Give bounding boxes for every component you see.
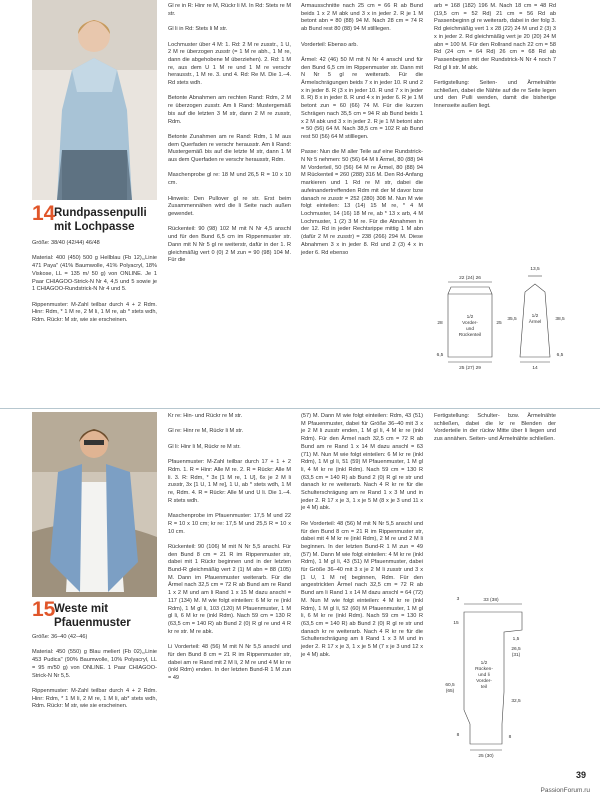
dim-label: 22 (24) 26: [459, 276, 481, 281]
dim-label: 60,5: [445, 683, 455, 688]
dim-label: 32,5: [511, 699, 521, 704]
pattern-14-col4-text: arb = 168 (182) 196 M. Nach 18 cm = 48 Rd (19,5 cm = 52 Rd) 21 cm = 56 Rd ab Passenbeginn gl re weiterarb, dabei in der folg 3. Rd gleichmäßig vert 1 x 28 (22) 24 M und 2 (3) 3 x in jeder 2. Rd gleichmäßig vert je 20 (20) 24 M abn = 100 M. Für den Rollrand nach 22 cm = 58 Rd (24 cm = 64 Rd) 26 cm = 68 Rd ab Passenbeginn mit der Rundstrick-N Nr 4 noch 7 Rd gl li str. M abk. Fertigstellung: Seiten- und Ärmelnähte schließen, dabei die Nähte auf die re Seite legen und den Pulli wenden, damit die bisherige Innenseite außen liegt.: [434, 3, 556, 110]
sweater-model-photo: [32, 0, 157, 200]
pattern-15-col4-text: Fertigstellung: Schulter- bzw. Ärmelnähte schließen, dabei die kr re Blenden der Vorderteile in der rückw Mitte über li liegen und zus annähen. Seiten- und Ärmelnähte schließen.: [434, 413, 556, 443]
dim-label: 6,5: [556, 353, 564, 358]
pattern-14-title: Rundpassenpulli mit Lochpasse: [54, 207, 147, 233]
pattern-14-col2-text: Gl re in R: Hinr re M, Rückr li M. In Rd: Stets re M str. Gl li in Rd: Stets li M str. Lochmuster über 4 M: 1. Rd: 2 M re zusstr., 1 U, 2 M re überzogen zusstr (= 1 M re abh., 1 M re, dann die abgehobene M überziehen). 2. Rd: 1 M re, aus dem U 1 M re und 1 M re verschr herausstr., 1 M re. 3. und 4. Rd: Re M. Die 1.–4. Rd stets wdh. Betonte Abnahmen am rechten Rand: Rdm, 2 M re überzogen zusstr. Am li Rand: Mustergemäß bis auf die letzten 3 M str, dann 2 M re zusstr, Rdm. Betonte Zunahmen am re Rand: Rdm, 1 M aus dem Querfaden re verschr herausstr. Am li Rand: Mustergemäß bis auf die letzte M str, dann 1 M aus dem Querfaden re verschr herausstr, Rdm. Maschenprobe gl re: 18 M und 26,5 R = 10 x 10 cm. Hinweis: Den Pullover gl re str. Erst beim Zusammennähen wird die li Seite nach außen gewendet. Rückenteil: 90 (98) 102 M mit N Nr 4,5 anschl und für den Bund 6,5 cm im Rippenmuster str. Dann mit N Nr 5 gl re weiterstr, dafür in der 1. R gleichmäßig vert 0 (0) 2 M zun = 90 (98) 104 M. Für die: [168, 3, 291, 264]
page-number: 39: [575, 770, 586, 780]
dim-label: 26,5: [511, 647, 521, 652]
pattern-15-col3-text: (57) M. Dann M wie folgt einteilen: Rdm, 43 (51) M Pfauenmuster, dabei für Größe 36–40 mit 3 x je 2 M li zusstr enden, 1 M gl li, 4 M kr re (inkl Rdm). Für den Ärmel nach 32,5 cm = 72 R ab Bund am re Rand 1 x 14 M dazu anschl = 63 (71) M. Nun M wie folgt einteilen: 6 M kr re (inkl Rdm), 1 M gl li, 51 (59) M Pfauenmuster, 1 M gl li, 4 M kr re (inkl Rdm). Nach 59 cm = 130 R (63,5 cm = 140 R) ab Bund 2 (0) R gl re str und danach kr re weiterarb. Nach 4 R kr re für die Schulterschrägung am re Rand 1 x 3 M und in jeder 2. R 17 x je 3, 1 x je 5 M (8 x je 3 und 11 x je 4 M) abk. Re Vorderteil: 48 (56) M mit N Nr 5,5 anschl und für den Bund 8 cm = 21 R im Rippenmuster str, dabei mit 4 M kr re (inkl Rdm), 2 M re und 2 M li beginnen. In der letzten Bund-R 1 M zun = 49 (57) M. Dann M wie folgt einteilen: 4 M kr re (inkl Rdm), 1 M gl li, 43 (51) M Pfauenmuster, dabei für Größe 36–40 mit 3 x je 2 M li zusstr und 3 x [1 U, 1 M re] beginnen, Rdm. Für den angestrickten Ärmel nach 32,5 cm = 72 R ab Bund am li Rand 1 x 14 M dazu anschl = 64 (72) M. Nun M wie folgt einteilen: 4 M kr re (inkl Rdm), 1 M gl li, 52 (60) M Pfauenmuster, 1 M gl li, 6 M kr re (inkl Rdm). Nach 59 cm = 130 R (63,5 cm = 140 R) ab Bund 2 (0) R gl re str und danach kr re weiterarb. Nach 4 R kr re für die Schulterschrägung am li Rand 1 x 3 M und in jeder 2. R 17 x je 3, 1 x je 5 M (7 x je 3 und 12 x je 4 M) abk.: [301, 413, 423, 658]
dim-label: 33 (38): [483, 598, 499, 603]
dim-label: 1,5: [512, 637, 520, 642]
dim-label: 35,5: [507, 317, 517, 322]
dim-label: 6,5: [436, 353, 444, 358]
dim-label: 28: [437, 321, 443, 326]
pattern-14-col3-text: Armausschnitte nach 25 cm = 66 R ab Bund beids 1 x 2 M abk und 3 x in jeder 2. R je 1 M betont abn = 80 (88) 94 M. Nach 28 cm = 74 R ab Bund rest 80 (88) 94 M stilllegen. Vorderteil: Ebenso arb. Ärmel: 42 (46) 50 M mit N Nr 4 anschl und für den Bund 6,5 cm im Rippenmuster str. Dann mit N Nr 5 gl re weiterarb. Für die Ärmelschrägungen beids 7 x in jeder 10. R und 2 x in jeder 8. R (3 x in jeder 10. R und 7 x in jeder 8. R) 8 x in jeder 8. R und 4 x in jeder 6. R je 1 M betont zun = 60 (66) 74 M. Für die kurzen Schrägen nach 35,5 cm = 94 R ab Bund beids 1 x 2 M abk und 3 x in jeder 2. R je 1 M betont abn = 50 (56) 64 M. Nach 38,5 cm = 102 R ab Bund rest 50 (56) 64 M stilllegen. Passe: Nun die M aller Teile auf eine Rundstrick-N Nr 5 nehmen: 50 (56) 64 M li Ärmel, 80 (88) 94 M Vorderteil, 50 (56) 64 M re Ärmel, 80 (88) 94 M Rückenteil = 260 (288) 316 M. Den Rd-Anfang markieren und 1 Rd re M str, dabei die aufeinandertreffenden Rdm mit der M davor bzw danach re zusstr = 252 (280) 308 M. Nun M wie folgt einteilen: 13 (14) 15 M re, * 4 M Lochmuster, 14 (16) 18 M re, ab * 13 x arb, 4 M Lochmuster, 1 (2) 3 M re. Für die Abnahmen in der 12. Rd in jeder Rechtsrippe mittig 1 M abn (dafür 2 M re zusstr) = 238 (266) 294 M. Diese Abnahmen 3 x in jeder 8. Rd und 2 (3) 4 x in jeder 6. Rd ebenso: [301, 3, 423, 256]
dim-label: 14: [532, 366, 538, 371]
dim-label: 25 (27) 29: [459, 366, 481, 371]
dim-label: 38,5: [555, 317, 565, 322]
dim-label: (65): [445, 689, 455, 694]
dim-label: 15: [453, 621, 459, 626]
pattern-15-col2-text: Kr re: Hin- und Rückr re M str. Gl re: Hinr re M, Rückr li M str. Gl li: Hinr li M, Rückr re M str. Pfauenmuster: M-Zahl teilbar durch 17 + 1 + 2 Rdm. 1. R = Hinr: Alle M re. 2. R = Rückr: Alle M li. 3. R: Rdm, * 3x [1 M re, 1 U], 6x je 2 M li zusstr, 3x [1 U, 1 M re], 1 U, ab * stets wdh, 1 M re, Rdm. 4. R = Rückr: Alle M und U li. Die 1.–4. R stets wdh. Maschenprobe im Pfauenmuster: 17,5 M und 22 R = 10 x 10 cm; kr re: 17,5 M und 25,5 R = 10 x 10 cm. Rückenteil: 90 (106) M mit N Nr 5,5 anschl. Für den Bund 8 cm = 21 R im Rippenmuster str, dabei mit 1 Rückr beginnen und in der letzten Bund-R gleichmäßig vert 2 (1) M abn = 88 (105) M. Dann im Pfauenmuster weiterarb. Für die Ärmel nach 32,5 cm = 72 R ab Bund am re Rand 1 x 2 M und am li Rand 1 x 15 M dazu anschl = 117 (134) M. M wie folgt einteilen: 6 M kr re (inkl Rdm), 1 M gl li, 103 (120) M Pfauenmuster, 1 M gl li, 6 M kr re (inkl Rdm). Nach 59 cm = 130 R (63,5 cm = 140 R) ab Bund 2 (0) R gl re und 4 R kr re str. M re abk. Li Vorderteil: 48 (56) M mit N Nr 5,5 anschl und für den Bund 8 cm = 21 R im Rippenmuster str, dabei am re Rand mit 2 M li, 2 M re und 4 M kr re (inkl Rdm) enden. In der letzten Bund-R 1 M zun = 49: [168, 413, 291, 681]
dim-label: 8: [456, 733, 460, 738]
footer-watermark: PassionForum.ru: [540, 787, 590, 794]
diagram1-sleeve-label: 1/2 Ärmel: [528, 314, 542, 325]
pattern-14-col1-text: Größe: 38/40 (42/44) 46/48 Material: 400 (450) 500 g Hellblau (Fb 12),„Linie 471 Paya" (41% Baumwolle, 41% Polyacryl, 18% Viskose, LL = 135 m/ 50 g) von ONLINE. Je 1 Paar CHIAGOO-Strick-N Nr 4, 4,5 und 5 sowie je 1 CHIAGOO-Rundstrick-N Nr 4 und 5. Rippenmuster: M-Zahl teilbar durch 4 + 2 Rdm. Hinr: Rdm, * 1 M re, 2 M li, 1 M re, ab * stets wdh, Rdm. Rückr: M str, wie sie erscheinen.: [32, 240, 157, 324]
dim-label: 25: [496, 321, 502, 326]
diagram1-body-label: 1/2 Vorder-und Rückenteil: [458, 315, 482, 338]
dim-label: 3: [456, 597, 460, 602]
pattern-15-title: Weste mit Pfauenmuster: [54, 603, 131, 629]
vest-schematic-diagram: [436, 592, 536, 762]
diagram2-piece-label: 1/2 Rücken-und li Vorder-teil: [475, 661, 493, 690]
sweater-schematic-diagram: [432, 262, 574, 377]
pattern-14-number: 14: [32, 202, 56, 225]
pattern-15-number: 15: [32, 598, 56, 621]
dim-label: 8: [508, 735, 512, 740]
dim-label: 25 (30): [478, 754, 494, 759]
pattern-15-col1-text: Größe: 36–40 (42–46) Material: 450 (550) g Blau meliert (Fb 02),„Linie 453 Pudica" (90% Baumwolle, 10% Polyacryl, LL = 95 m/50 g) von ONLINE. 1 Paar CHIAGOO-Strick-N Nr 5,5. Rippenmuster: M-Zahl teilbar durch 4 + 2 Rdm. Hinr: Rdm, * 1 M li, 2 M re, 1 M li, ab* stets wdh, Rdm. Rückr: M str, wie sie erscheinen.: [32, 634, 157, 710]
section-divider: [0, 408, 600, 409]
vest-model-photo: [32, 412, 157, 597]
dim-label: (31): [511, 653, 521, 658]
dim-label: 13,5: [530, 267, 540, 272]
